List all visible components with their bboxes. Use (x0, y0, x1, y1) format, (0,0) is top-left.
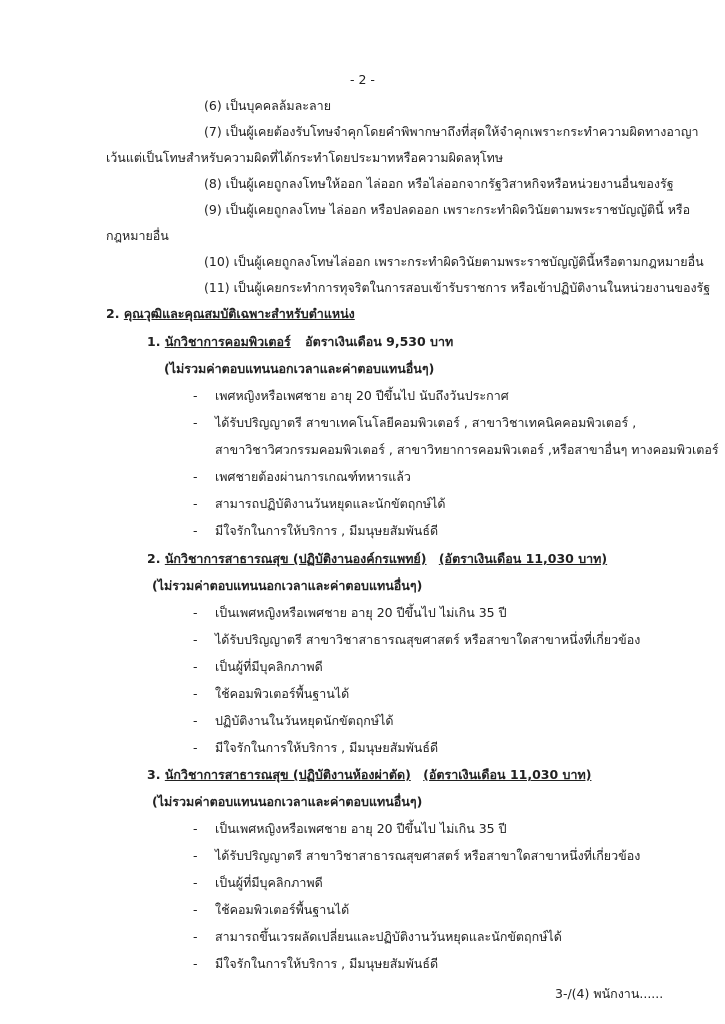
position-2-item-4: - ใช้คอมพิวเตอร์พื้นฐานได้ (193, 686, 350, 701)
disqualification-10: (10) เป็นผู้เคยถูกลงโทษไล่ออก เพราะกระทำผิดวินัยตามพระราชบัญญัตินี้หรือตามกฎหมายอื่น (204, 254, 704, 269)
disqualification-6: (6) เป็นบุคคลล้มละลาย (204, 98, 332, 113)
position-3-item-3: - เป็นผู้ที่มีบุคลิกภาพดี (193, 875, 323, 890)
position-1-number: 1. (147, 334, 161, 349)
disqualification-11: (11) เป็นผู้เคยกระทำการทุจริตในการสอบเข้ารับราชการ หรือเข้าปฏิบัติงานในหน่วยงานของรัฐ (204, 280, 711, 295)
disqualification-7: (7) เป็นผู้เคยต้องรับโทษจำคุกโดยคำพิพากษาถึงที่สุดให้จำคุกเพราะกระทำความผิดทางอาญา (204, 124, 699, 139)
position-1-item-4: - สามารถปฏิบัติงานวันหยุดและนักขัตฤกษ์ได้ (193, 496, 446, 511)
position-2-title: นักวิชาการสาธารณสุข (ปฏิบัติงานองค์กรแพทย์) (164, 551, 427, 566)
position-2-salary: (อัตราเงินเดือน 11,030 บาท) (438, 551, 608, 566)
disqualification-9: (9) เป็นผู้เคยถูกลงโทษ ไล่ออก หรือปลดออก เพราะกระทำผิดวินัยตามพระราชบัญญัตินี้ หรือ (204, 202, 691, 217)
page-number: - 2 - (350, 72, 375, 87)
position-3-item-2: - ได้รับปริญญาตรี สาขาวิชาสาธารณสุขศาสตร์ หรือสาขาใดสาขาหนึ่งที่เกี่ยวข้อง (193, 848, 641, 863)
position-1-title: นักวิชาการคอมพิวเตอร์ (164, 334, 291, 349)
position-1-salary: อัตราเงินเดือน 9,530 บาท (305, 334, 454, 349)
position-1-heading (147, 336, 453, 349)
position-1-item-5: - มีใจรักในการให้บริการ , มีมนุษยสัมพันธ์ดี (193, 523, 439, 538)
position-3-salary: (อัตราเงินเดือน 11,030 บาท) (423, 767, 592, 782)
position-1-note: (ไม่รวมค่าตอบแทนนอกเวลาและค่าตอบแทนอื่นๆ) (164, 361, 435, 376)
position-2-heading (147, 553, 607, 566)
position-2-item-1: - เป็นเพศหญิงหรือเพศชาย อายุ 20 ปีขึ้นไป ไม่เกิน 35 ปี (193, 605, 507, 620)
position-1-item-2: - ได้รับปริญญาตรี สาขาเทคโนโลยีคอมพิวเตอร์ , สาขาวิชาเทคนิคคอมพิวเตอร์ , (193, 415, 637, 430)
position-2-item-6: - มีใจรักในการให้บริการ , มีมนุษยสัมพันธ์ดี (193, 740, 439, 755)
disqualification-8: (8) เป็นผู้เคยถูกลงโทษให้ออก ไล่ออก หรือไล่ออกจากรัฐวิสาหกิจหรือหน่วยงานอื่นของรัฐ (204, 176, 674, 191)
position-3-item-4: - ใช้คอมพิวเตอร์พื้นฐานได้ (193, 902, 350, 917)
position-2-item-2: - ได้รับปริญญาตรี สาขาวิชาสาธารณสุขศาสตร์ หรือสาขาใดสาขาหนึ่งที่เกี่ยวข้อง (193, 632, 641, 647)
position-3-note: (ไม่รวมค่าตอบแทนนอกเวลาและค่าตอบแทนอื่นๆ) (152, 794, 423, 809)
position-3-number: 3. (147, 767, 161, 782)
position-1-item-2-cont: สาขาวิชาวิศวกรรมคอมพิวเตอร์ , สาขาวิทยาการคอมพิวเตอร์ ,หรือสาขาอื่นๆ ทางคอมพิวเตอร์ (215, 442, 719, 457)
section-2-heading (106, 308, 355, 321)
position-1-item-1: - เพศหญิงหรือเพศชาย อายุ 20 ปีขึ้นไป นับถึงวันประกาศ (193, 388, 509, 403)
disqualification-9-cont: กฎหมายอื่น (106, 228, 169, 243)
position-3-item-5: - สามารถขึ้นเวรผลัดเปลี่ยนและปฏิบัติงานวันหยุดและนักขัตฤกษ์ได้ (193, 929, 562, 944)
continuation-note: 3-/(4) พนักงาน...... (555, 986, 664, 1001)
position-2-note: (ไม่รวมค่าตอบแทนนอกเวลาและค่าตอบแทนอื่นๆ) (152, 578, 423, 593)
position-2-number: 2. (147, 551, 161, 566)
section-2-title: คุณวุฒิและคุณสมบัติเฉพาะสำหรับตำแหน่ง (123, 306, 355, 321)
position-3-item-6: - มีใจรักในการให้บริการ , มีมนุษยสัมพันธ์ดี (193, 956, 439, 971)
position-3-item-1: - เป็นเพศหญิงหรือเพศชาย อายุ 20 ปีขึ้นไป ไม่เกิน 35 ปี (193, 821, 507, 836)
position-3-heading (147, 769, 591, 782)
position-2-item-5: - ปฏิบัติงานในวันหยุดนักขัตฤกษ์ได้ (193, 713, 394, 728)
disqualification-7-cont: เว้นแต่เป็นโทษสำหรับความผิดที่ได้กระทำโดยประมาทหรือความผิดลหุโทษ (106, 150, 504, 165)
section-2-number: 2. (106, 306, 120, 321)
position-1-item-3: - เพศชายต้องผ่านการเกณฑ์ทหารแล้ว (193, 469, 411, 484)
position-3-title: นักวิชาการสาธารณสุข (ปฏิบัติงานห้องผ่าตัด) (164, 767, 411, 782)
position-2-item-3: - เป็นผู้ที่มีบุคลิกภาพดี (193, 659, 323, 674)
